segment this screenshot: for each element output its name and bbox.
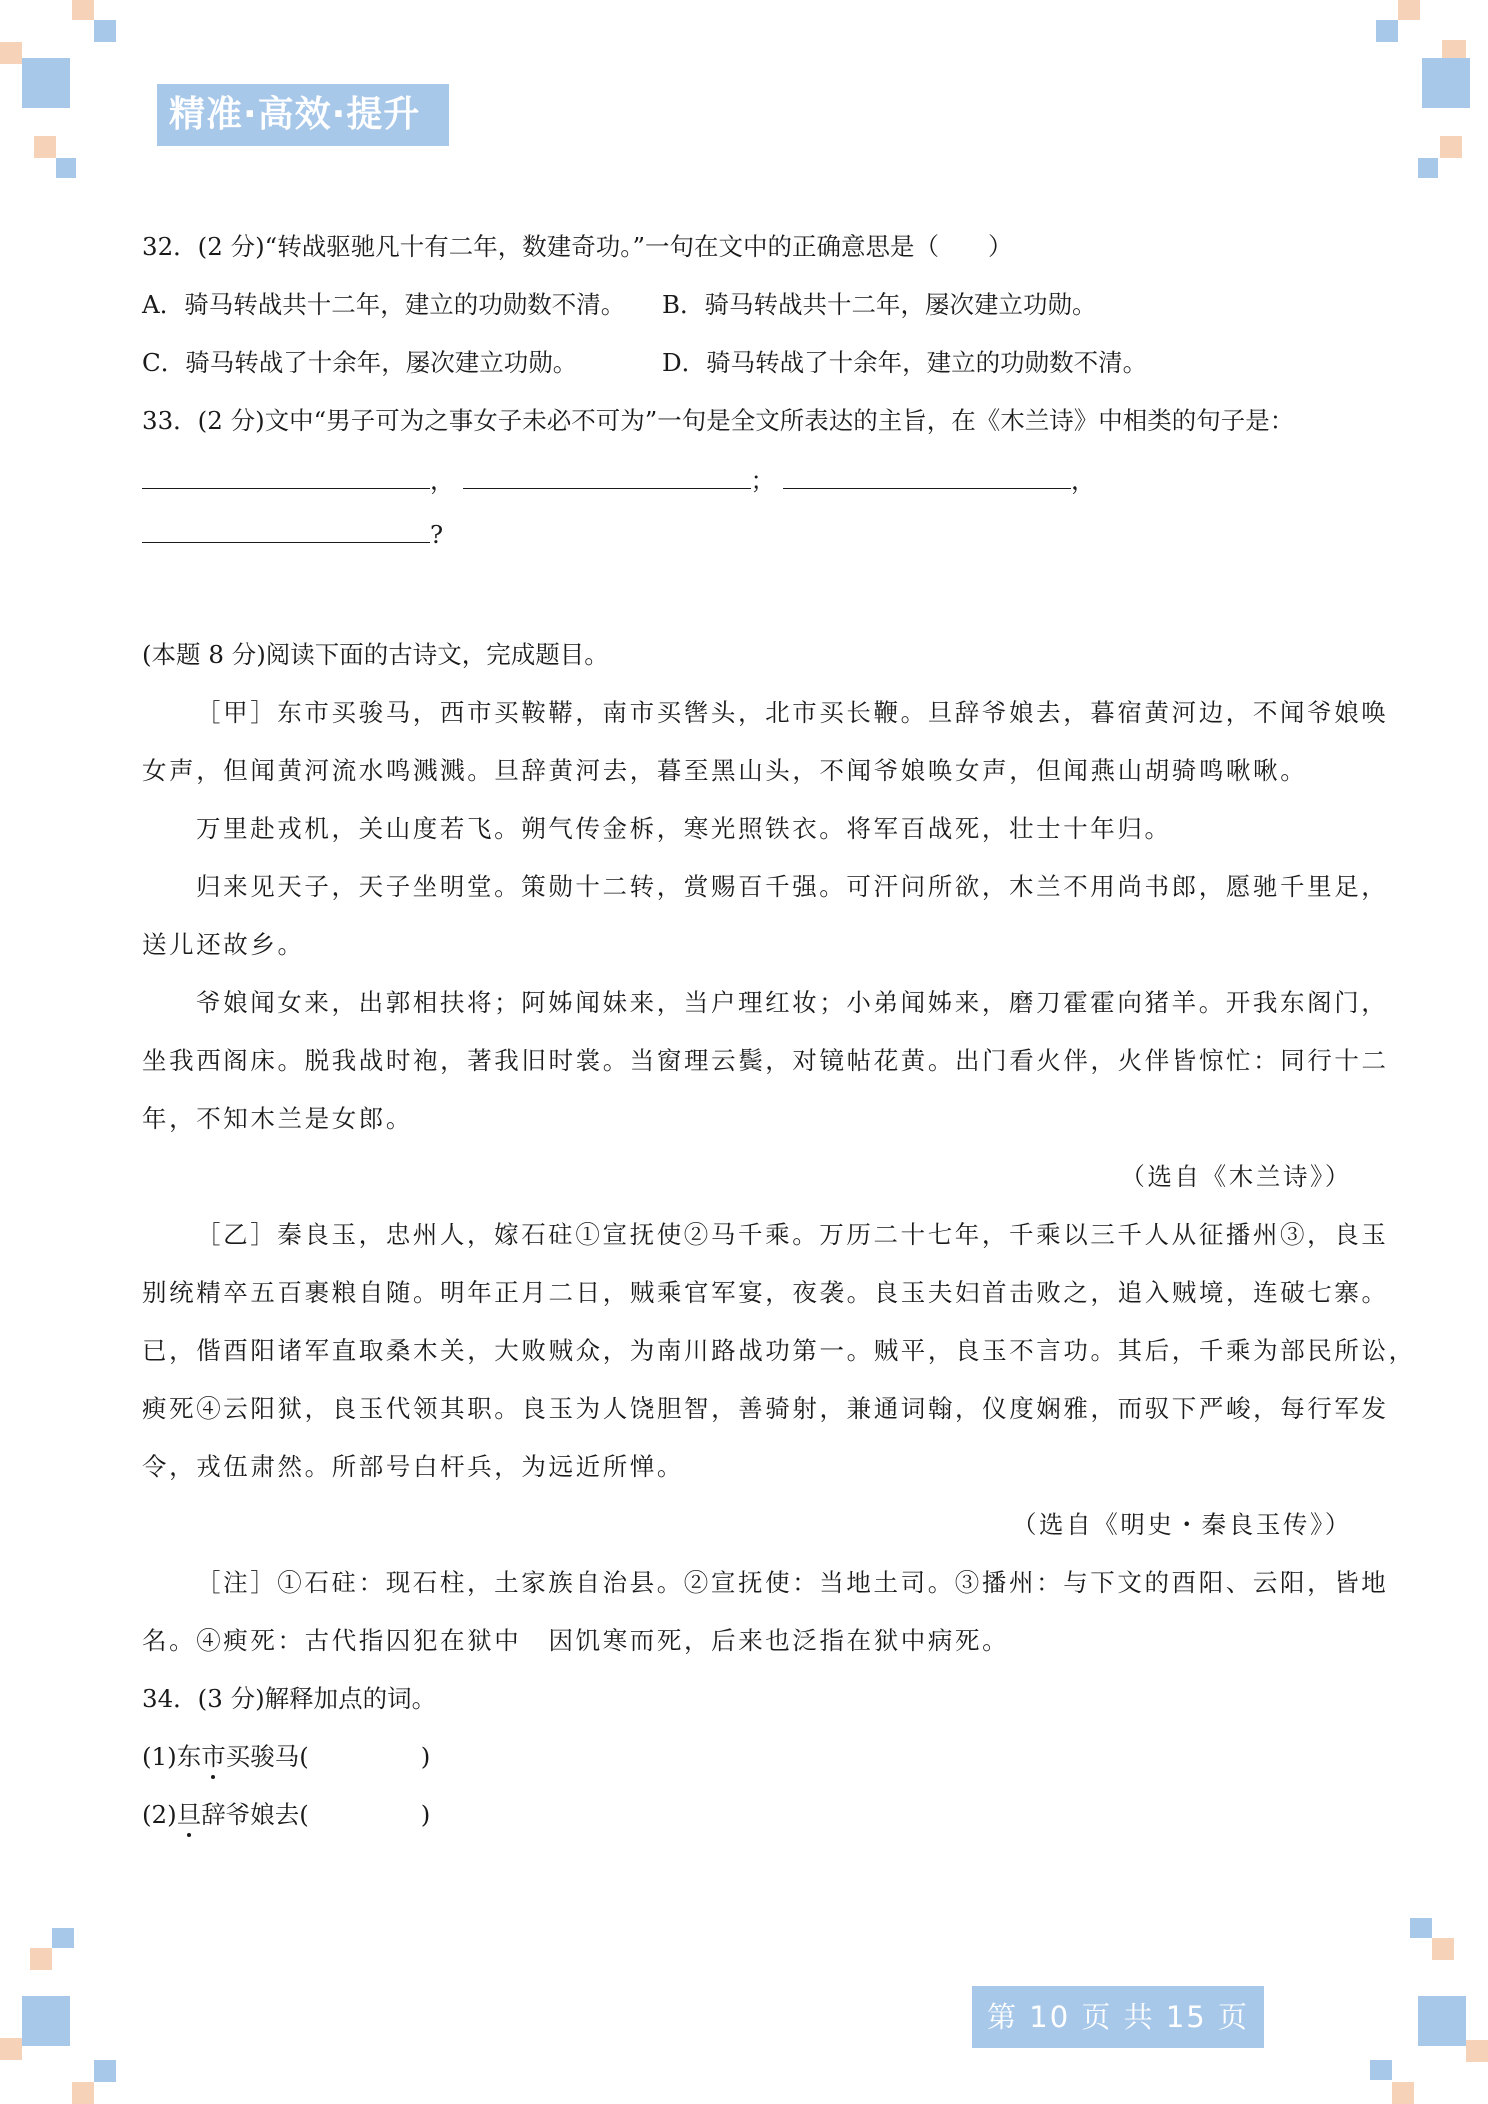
passage-yi-source: （选自《明史・秦良玉传》） [1011,1510,1352,1539]
item-text: (1)东 [142,1742,202,1771]
passage-yi-line: 别统精卒五百裹粮自随。明年正月二日，贼乘官军宴，夜袭。良玉夫妇首击败之，追入贼境，连破七寨。 [142,1278,1389,1307]
corner-decoration [1370,2060,1392,2080]
brand-banner: 精准·高效·提升 [157,84,449,146]
emphasis-dot-char: 市 [201,1742,226,1771]
separator: ； [750,466,775,495]
item-text: 买骏马( [225,1742,309,1771]
item-text: 辞爷娘去( [201,1800,309,1829]
passage-yi-line: 令，戎伍肃然。所部号白杆兵，为远近所惮。 [142,1452,684,1481]
q33-blank-line [142,518,443,549]
passage-yi-line: ［乙］秦良玉，忠州人，嫁石砫①宣抚使②马千乘。万历二十七年，千乘以三千人从征播州③，良玉 [196,1220,1389,1249]
q32-stem: 32．(2 分)“转战驱驰凡十有二年，数建奇功。”一句在文中的正确意思是（ ） [142,232,1013,261]
corner-decoration [1422,58,1470,108]
corner-decoration [1410,1918,1432,1938]
passage-jia-line: ［甲］东市买骏马，西市买鞍鞯，南市买辔头，北市买长鞭。旦辞爷娘去，暮宿黄河边，不闻爷娘唤 [196,698,1389,727]
section-intro: (本题 8 分)阅读下面的古诗文，完成题目。 [142,640,609,669]
corner-decoration [1398,0,1420,20]
answer-blank[interactable] [142,518,430,543]
passage-yi-line: 已，偕酉阳诸军直取桑木关，大败贼众，为南川路战功第一。贼平，良玉不言功。其后，千乘为部民所讼， [142,1336,1416,1365]
corner-decoration [1432,1938,1454,1960]
q32-option-a: A．骑马转战共十二年，建立的功勋数不清。 [142,290,626,319]
q32-option-b: B．骑马转战共十二年，屡次建立功勋。 [662,290,1097,319]
passage-jia-line: 女声，但闻黄河流水鸣溅溅。旦辞黄河去，暮至黑山头，不闻爷娘唤女声，但闻燕山胡骑鸣啾啾。 [142,756,1308,785]
corner-decoration [72,2082,94,2104]
passage-jia-line: 万里赴戎机，关山度若飞。朔气传金柝，寒光照铁衣。将军百战死，壮士十年归。 [196,814,1172,843]
corner-decoration [1418,158,1438,178]
separator: ， [430,466,455,495]
answer-blank[interactable] [463,464,751,489]
answer-blank[interactable] [142,464,430,489]
notes-line: 名。④瘐死：古代指囚犯在狱中 因饥寒而死，后来也泛指在狱中病死。 [142,1626,1010,1655]
corner-decoration [34,136,56,158]
corner-decoration [22,58,70,108]
corner-decoration [94,2060,116,2082]
corner-decoration [1376,20,1398,42]
passage-jia-source: （选自《木兰诗》） [1120,1162,1352,1191]
passage-jia-line: 年，不知木兰是女郎。 [142,1104,413,1133]
q33-blank-line [142,462,1096,497]
page-indicator: 第 10 页 共 15 页 [972,1986,1264,2048]
item-text: (2) [142,1800,177,1829]
passage-yi-line: 瘐死④云阳狱，良玉代领其职。良玉为人饶胆智，善骑射，兼通词翰，仪度娴雅，而驭下严峻，每行军发 [142,1394,1389,1423]
q34-item [142,1796,430,1831]
corner-decoration [1466,2040,1488,2062]
corner-decoration [0,2038,22,2060]
corner-decoration [56,158,76,178]
corner-decoration [1418,1996,1466,2046]
corner-decoration [72,0,94,20]
corner-decoration [1440,136,1462,158]
corner-decoration [22,1996,70,2046]
q34-stem: 34．(3 分)解释加点的词。 [142,1684,437,1713]
q32-option-d: D．骑马转战了十余年，建立的功勋数不清。 [662,348,1148,377]
passage-jia-line: 坐我西阁床。脱我战时袍，著我旧时裳。当窗理云鬓，对镜帖花黄。出门看火伴，火伴皆惊忙：同行十二 [142,1046,1389,1075]
passage-jia-line: 送儿还故乡。 [142,930,305,959]
q33-stem: 33．(2 分)文中“男子可为之事女子未必不可为”一句是全文所表达的主旨，在《木兰诗》中相类的句子是： [142,406,1295,435]
passage-jia-line: 归来见天子，天子坐明堂。策勋十二转，赏赐百千强。可汗问所欲，木兰不用尚书郎，愿驰千里足， [196,872,1389,901]
notes-line: ［注］①石砫：现石柱，土家族自治县。②宣抚使：当地土司。③播州：与下文的酉阳、云阳，皆地 [196,1568,1389,1597]
emphasis-dot-char: 旦 [176,1800,202,1829]
answer-blank[interactable] [783,464,1071,489]
separator: ， [1071,466,1096,495]
passage-jia-line: 爷娘闻女来，出郭相扶将；阿姊闻妹来，当户理红妆；小弟闻姊来，磨刀霍霍向猪羊。开我东阁门， [196,988,1389,1017]
q34-item [142,1738,430,1773]
separator: ? [430,520,444,549]
corner-decoration [1392,2082,1414,2104]
item-close: ) [420,1800,431,1829]
corner-decoration [30,1948,52,1970]
corner-decoration [0,42,22,64]
q32-option-c: C．骑马转战了十余年，屡次建立功勋。 [142,348,578,377]
item-close: ) [420,1742,431,1771]
corner-decoration [52,1928,74,1948]
corner-decoration [94,20,116,42]
